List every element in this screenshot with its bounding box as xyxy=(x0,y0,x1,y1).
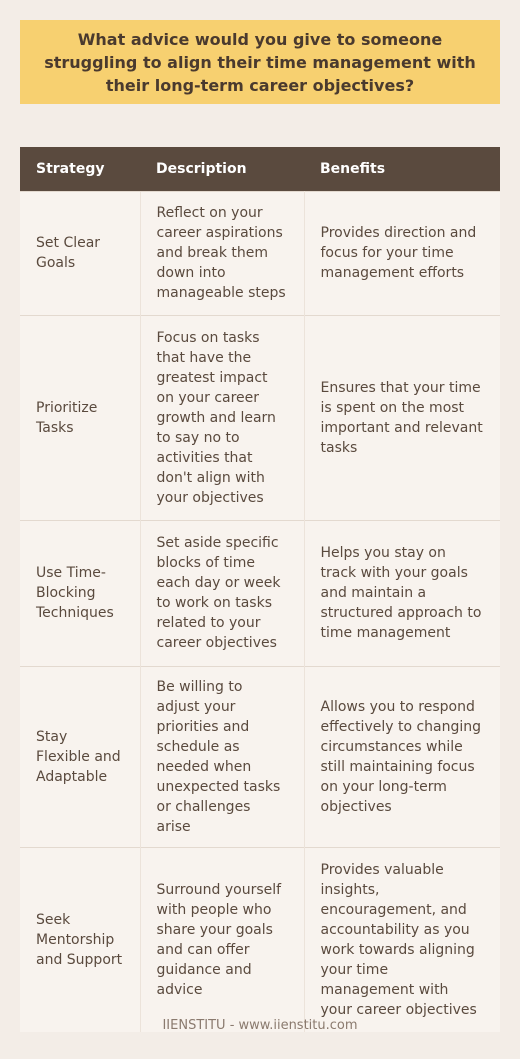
table-row xyxy=(20,191,500,315)
strategy-cell: Seek Mentorship and Support xyxy=(20,847,140,1032)
question-title: What advice would you give to someone struggling to align their time management with their long-term career objectives? xyxy=(44,29,476,95)
header-strategy: Strategy xyxy=(20,147,140,191)
strategy-cell: Use Time-Blocking Techniques xyxy=(20,520,140,666)
table-header-row xyxy=(20,147,500,191)
table-row xyxy=(20,315,500,520)
benefits-cell: Ensures that your time is spent on the most important and relevant tasks xyxy=(304,315,500,520)
header-description: Description xyxy=(140,147,304,191)
benefits-cell: Provides valuable insights, encouragement, and accountability as you work towards aligning your time management with your career objectives xyxy=(304,847,500,1032)
description-cell: Focus on tasks that have the greatest impact on your career growth and learn to say no to activities that don't align with your objectives xyxy=(140,315,304,520)
header-benefits: Benefits xyxy=(304,147,500,191)
benefits-cell: Helps you stay on track with your goals and maintain a structured approach to time management xyxy=(304,520,500,666)
description-cell: Be willing to adjust your priorities and schedule as needed when unexpected tasks or challenges arise xyxy=(140,666,304,847)
description-cell: Reflect on your career aspirations and break them down into manageable steps xyxy=(140,191,304,315)
table-row xyxy=(20,666,500,847)
table-row xyxy=(20,847,500,1032)
strategy-cell: Stay Flexible and Adaptable xyxy=(20,666,140,847)
strategy-cell: Prioritize Tasks xyxy=(20,315,140,520)
benefits-cell: Provides direction and focus for your time management efforts xyxy=(304,191,500,315)
table-row xyxy=(20,520,500,666)
question-banner xyxy=(20,20,500,104)
benefits-cell: Allows you to respond effectively to changing circumstances while still maintaining focus on your long-term objectives xyxy=(304,666,500,847)
description-cell: Surround yourself with people who share your goals and can offer guidance and advice xyxy=(140,847,304,1032)
strategy-cell: Set Clear Goals xyxy=(20,191,140,315)
footer-credit: IIENSTITU - www.iienstitu.com xyxy=(162,1018,358,1033)
description-cell: Set aside specific blocks of time each day or week to work on tasks related to your career objectives xyxy=(140,520,304,666)
strategy-table xyxy=(20,147,500,1032)
